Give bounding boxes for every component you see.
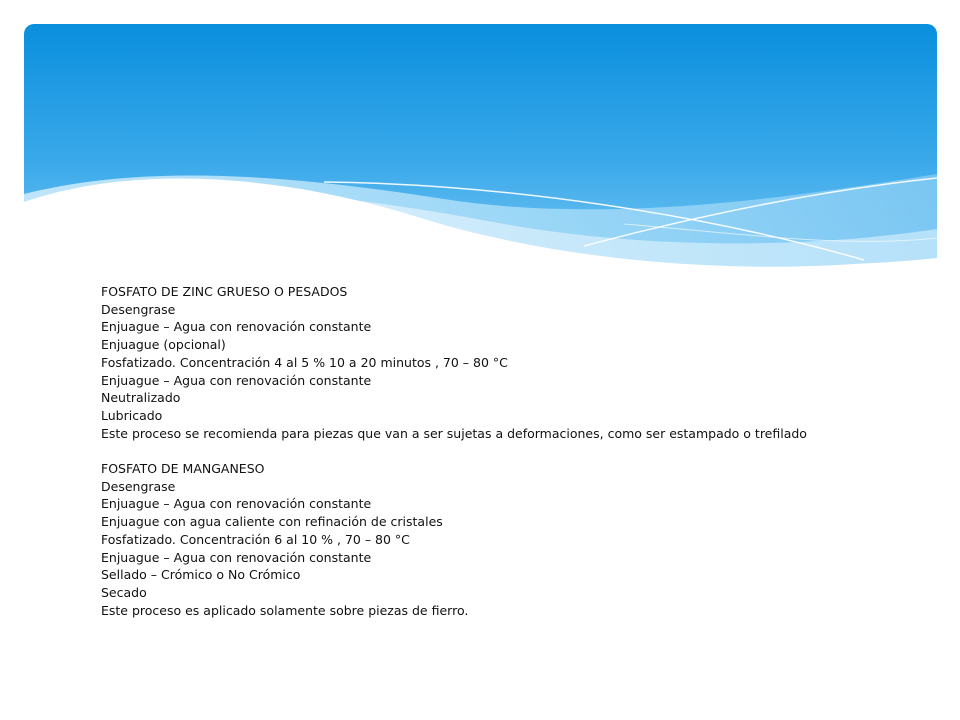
process-text-block [101,283,921,619]
manganese-step-3: Enjuague con agua caliente con refinación de cristales [101,514,443,530]
manganese-step-2: Enjuague – Agua con renovación constante [101,496,372,512]
zinc-step-5: Enjuague – Agua con renovación constante [101,372,372,388]
header-wave-banner [24,24,937,274]
zinc-note: Este proceso se recomienda para piezas que van a ser sujetas a deformaciones, como ser estampado o trefilado [101,425,807,441]
manganese-step-7: Secado [101,584,147,600]
manganese-step-6: Sellado – Crómico o No Crómico [101,567,301,583]
section-title-zinc: FOSFATO DE ZINC GRUESO O PESADOS [101,284,348,299]
manganese-step-4: Fosfatizado. Concentración 6 al 10 % , 70 – 80 °C [101,531,410,547]
manganese-note: Este proceso es aplicado solamente sobre piezas de fierro. [101,602,469,618]
frame-bottom-mask [24,268,937,274]
section-spacer [101,442,921,460]
zinc-step-7: Lubricado [101,407,163,423]
zinc-step-6: Neutralizado [101,390,181,406]
manganese-step-5: Enjuague – Agua con renovación constante [101,549,372,565]
manganese-step-1: Desengrase [101,478,176,494]
zinc-step-2: Enjuague – Agua con renovación constante [101,319,372,335]
section-title-manganese: FOSFATO DE MANGANESO [101,461,265,477]
zinc-step-1: Desengrase [101,301,176,317]
wave-graphic [24,24,937,274]
zinc-step-3: Enjuague (opcional) [101,337,226,353]
zinc-step-4: Fosfatizado. Concentración 4 al 5 % 10 a 20 minutos , 70 – 80 °C [101,354,508,370]
